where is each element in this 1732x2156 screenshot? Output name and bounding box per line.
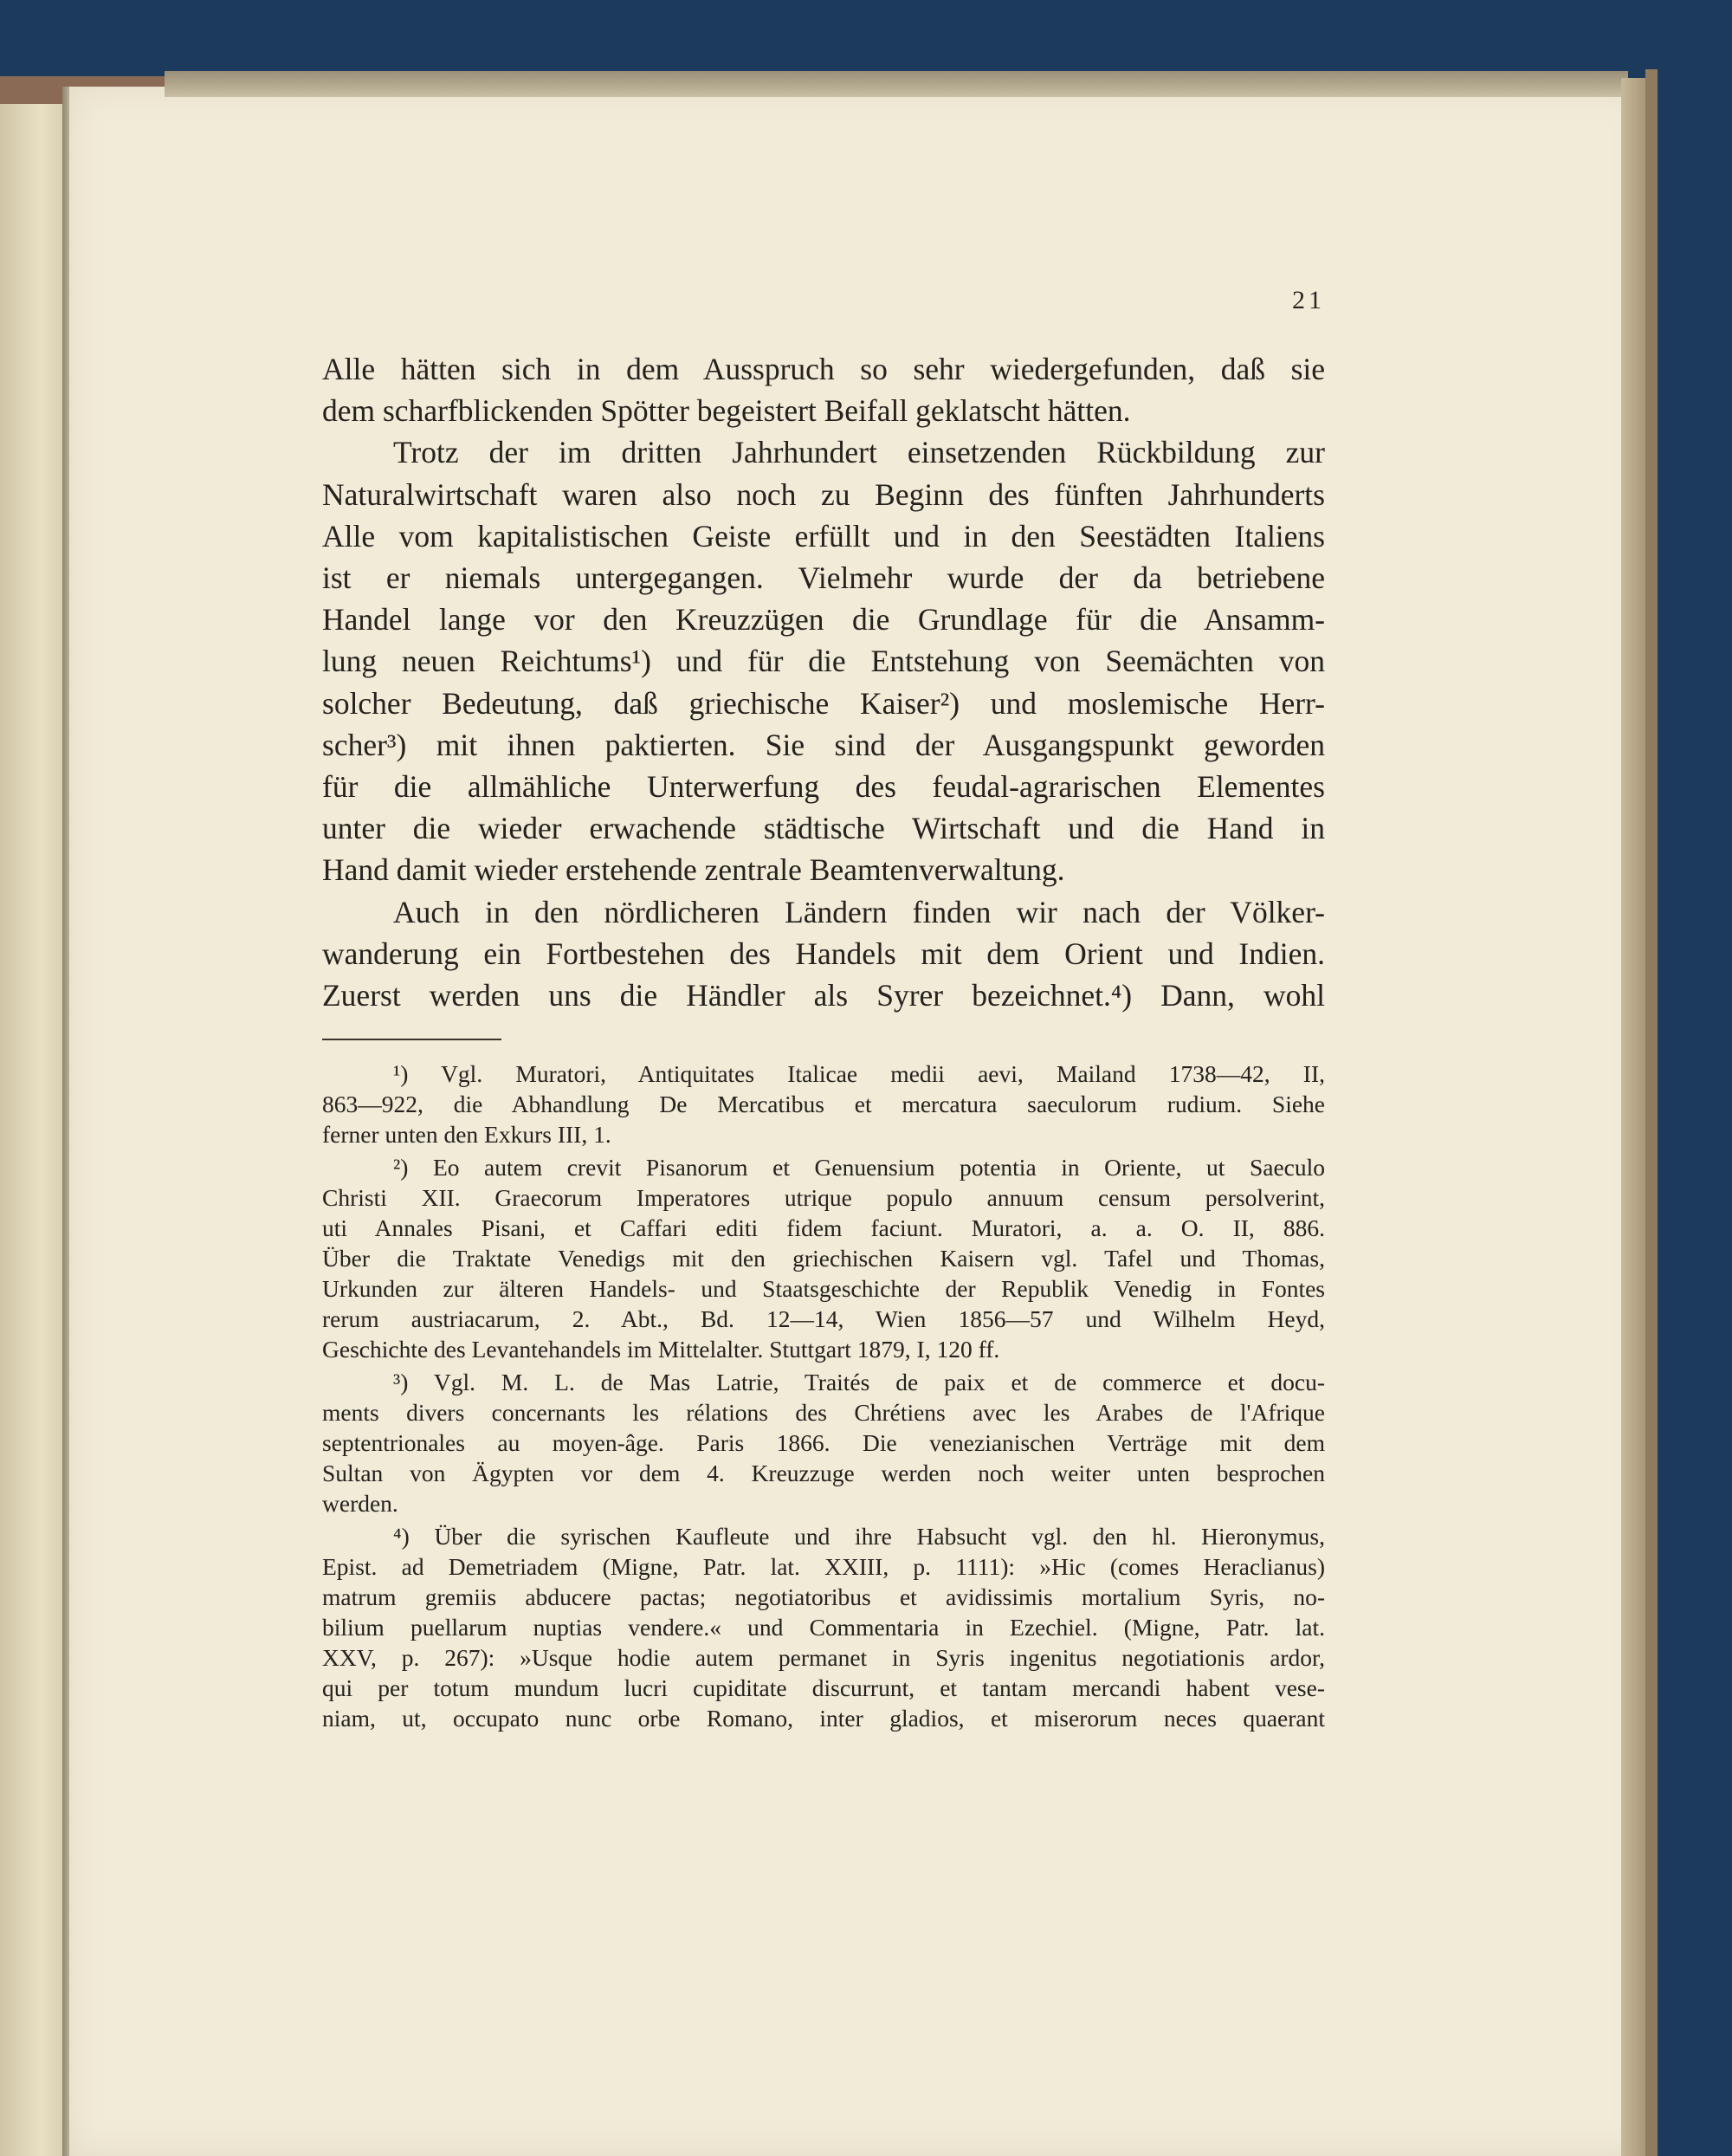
footnote-line: qui per totum mundum lucri cupiditate discurrunt, et tantam mercandi habent vese-	[322, 1674, 1325, 1701]
footnote-line: septentrionales au moyen-âge. Paris 1866. Die venezianischen Verträge mit dem	[322, 1429, 1325, 1456]
body-line: Alle vom kapitalistischen Geiste erfüllt und in den Seestädten Italiens	[322, 518, 1325, 554]
footnote-line: uti Annales Pisani, et Caffari editi fidem faciunt. Muratori, a. a. O. II, 886.	[322, 1214, 1325, 1241]
footnote-line: Über die Traktate Venedigs mit den griechischen Kaisern vgl. Tafel und Thomas,	[322, 1245, 1325, 1272]
footnotes	[322, 1059, 1325, 1733]
footnote-line: Geschichte des Levantehandels im Mittelalter. Stuttgart 1879, I, 120 ff.	[322, 1336, 1000, 1363]
page-top-edge	[165, 71, 1628, 97]
footnote-rule	[322, 1039, 501, 1040]
body-line: Auch in den nördlicheren Ländern finden wir nach der Völker-	[393, 894, 1325, 929]
footnote-line: niam, ut, occupato nunc orbe Romano, inter gladios, et miserorum neces quaerant	[322, 1705, 1325, 1732]
footnote-line: ⁴) Über die syrischen Kaufleute und ihre Habsucht vgl. den hl. Hieronymus,	[393, 1523, 1325, 1550]
body-line: Hand damit wieder erstehende zentrale Beamtenverwaltung.	[322, 852, 1065, 888]
body-line: ist er niemals untergegangen. Vielmehr wurde der da betriebene	[322, 560, 1325, 596]
body-line: Alle hätten sich in dem Ausspruch so sehr wiedergefunden, daß sie	[322, 352, 1325, 386]
cover-board-edge	[1645, 69, 1658, 2156]
cover-board	[1621, 78, 1645, 2156]
footnote-line: ferner unten den Exkurs III, 1.	[322, 1121, 611, 1148]
footnote-line: Urkunden zur älteren Handels- und Staatsgeschichte der Republik Venedig in Fontes	[322, 1275, 1325, 1302]
footnote-line: Sultan von Ägypten vor dem 4. Kreuzzuge werden noch weiter unten besprochen	[322, 1460, 1325, 1486]
footnote-line: XXV, p. 267): »Usque hodie autem permanet in Syris ingenitus negotiationis ardor,	[322, 1644, 1325, 1671]
footnote-line: werden.	[322, 1490, 398, 1517]
body-line: Zuerst werden uns die Händler als Syrer bezeichnet.⁴) Dann, wohl	[322, 978, 1325, 1013]
body-line: unter die wieder erwachende städtische Wirtschaft und die Hand in	[322, 811, 1325, 846]
body-line: dem scharfblickenden Spötter begeistert Beifall geklatscht hätten.	[322, 393, 1131, 429]
facing-page-edge	[0, 104, 68, 2156]
body-line: scher³) mit ihnen paktierten. Sie sind der Ausgangspunkt geworden	[322, 727, 1325, 762]
footnote-line: rerum austriacarum, 2. Abt., Bd. 12—14, Wien 1856—57 und Wilhelm Heyd,	[322, 1305, 1325, 1332]
footnote-line: ¹) Vgl. Muratori, Antiquitates Italicae medii aevi, Mailand 1738—42, II,	[393, 1060, 1325, 1087]
body-line: wanderung ein Fortbestehen des Handels mit dem Orient und Indien.	[322, 936, 1325, 971]
footnote-line: Epist. ad Demetriadem (Migne, Patr. lat. XXIII, p. 1111): »Hic (comes Heraclianus)	[322, 1553, 1325, 1580]
body-line: Naturalwirtschaft waren also noch zu Beginn des fünften Jahrhunderts	[322, 476, 1325, 512]
footnote-line: ments divers concernants les rélations des Chrétiens avec les Arabes de l'Afrique	[322, 1399, 1325, 1426]
footnote-line: matrum gremiis abducere pactas; negotiatoribus et avidissimis mortalium Syris, no-	[322, 1583, 1325, 1610]
footnote-line: 863—922, die Abhandlung De Mercatibus et mercatura saeculorum rudium. Siehe	[322, 1091, 1325, 1117]
body-line: für die allmähliche Unterwerfung des feudal-agrarischen Elementes	[322, 769, 1325, 805]
body-line: lung neuen Reichtums¹) und für die Entstehung von Seemächten von	[322, 644, 1325, 679]
page-number: 21	[1292, 286, 1325, 314]
body-text	[322, 348, 1325, 1016]
body-line: Trotz der im dritten Jahrhundert einsetzenden Rückbildung zur	[393, 435, 1325, 470]
footnote-line: bilium puellarum nuptias vendere.« und Commentaria in Ezechiel. (Migne, Patr. lat.	[322, 1614, 1325, 1641]
footnote-line: Christi XII. Graecorum Imperatores utrique populo annuum censum persolverint,	[322, 1184, 1325, 1211]
body-line: Handel lange vor den Kreuzzügen die Grundlage für die Ansamm-	[322, 602, 1325, 638]
footnote-line: ³) Vgl. M. L. de Mas Latrie, Traités de paix et de commerce et docu-	[393, 1369, 1325, 1395]
body-line: solcher Bedeutung, daß griechische Kaiser²) und moslemische Herr-	[322, 685, 1325, 721]
footnote-line: ²) Eo autem crevit Pisanorum et Genuensium potentia in Oriente, ut Saeculo	[393, 1154, 1325, 1181]
